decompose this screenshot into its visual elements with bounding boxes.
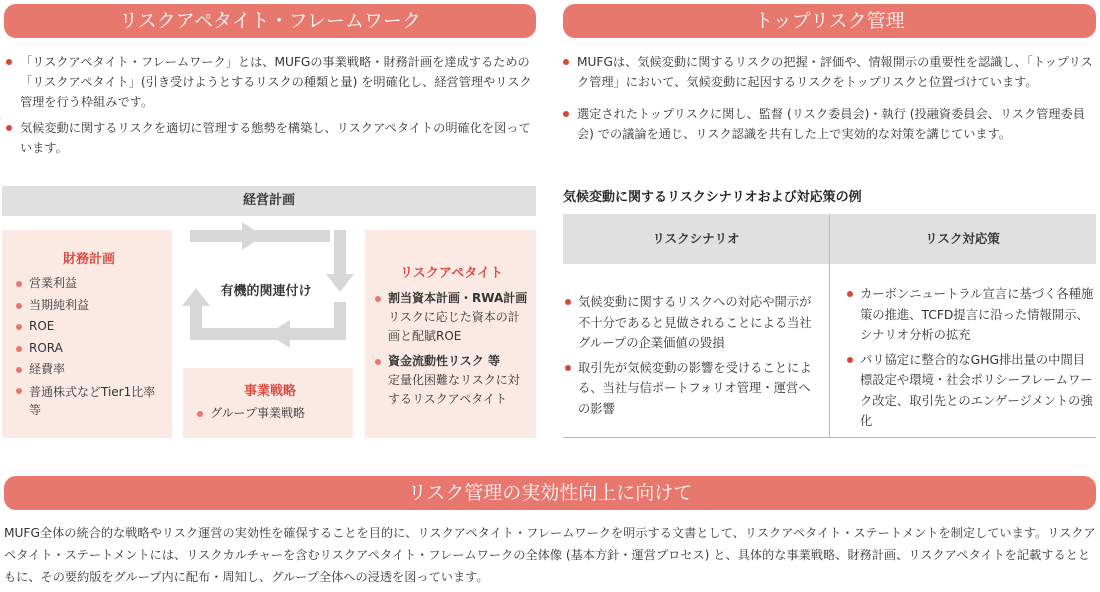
business-item xyxy=(197,403,343,425)
right-bullet-1 xyxy=(563,52,1096,92)
table-header-scenario: リスクシナリオ xyxy=(652,231,740,246)
arrow-right-bar xyxy=(334,230,346,276)
response-text: パリ協定に整合的なGHG排出量の中間目標設定や環境・社会ポリシーフレームワーク改定、取引先とのエンゲージメントの強化 xyxy=(860,352,1093,428)
business-panel xyxy=(183,368,353,438)
bullet-dot-icon xyxy=(375,359,381,365)
left-bullets xyxy=(6,52,536,158)
risk-item-body: 定量化困難なリスクに対するリスクアペタイト xyxy=(388,373,520,406)
right-section-title: トップリスク管理 xyxy=(563,4,1096,38)
diagram-header: 経営計画 xyxy=(2,186,536,216)
table-cell-responses xyxy=(847,284,1094,436)
table-divider xyxy=(829,214,830,438)
right-bullet-2-text: 選定されたトップリスクに関し、監督 (リスク委員会)・執行 (投融資委員会、リスク管理委員会) での議論を通じ、リスク認識を共有した上で実効的な対策を講じています。 xyxy=(577,107,1085,141)
bullet-dot-icon xyxy=(197,411,203,417)
right-bullet-2 xyxy=(563,104,1096,144)
response-text: カーボンニュートラル宣言に基づく各種施策の推進、TCFD提言に沿った情報開示、シナリオ分析の拡充 xyxy=(860,287,1094,342)
left-bullet-1 xyxy=(6,52,536,112)
business-title: 事業戦略 xyxy=(243,384,296,399)
scenario-item xyxy=(565,292,817,354)
finance-item xyxy=(16,381,162,419)
scenario-item xyxy=(565,358,817,420)
finance-item xyxy=(16,316,162,338)
arrow-left-head xyxy=(268,320,290,348)
finance-item xyxy=(16,338,162,360)
bullet-dot-icon xyxy=(847,291,853,297)
arrow-right-head xyxy=(242,222,264,250)
left-bullet-1-text: 「リスクアペタイト・フレームワーク」とは、MUFGの事業戦略・財務計画を達成するための「リスクアペタイト」(引き受けようとするリスクの種類と量) を明確化し、経営管理やリスク管理を行う枠組みです。 xyxy=(20,55,532,109)
bullet-dot-icon xyxy=(375,296,381,302)
bullet-dot-icon xyxy=(16,324,22,330)
finance-item-text: 普通株式などTier1比率等 xyxy=(29,384,156,417)
bullet-dot-icon xyxy=(6,59,12,65)
finance-panel xyxy=(2,230,172,438)
finance-item-text: 経費率 xyxy=(29,362,66,376)
business-item-text: グループ事業戦略 xyxy=(210,406,306,420)
right-bullet-1-text: MUFGは、気候変動に関するリスクの把握・評価や、情報開示の重要性を認識し、「トップリスク管理」において、気候変動に起因するリスクをトップリスクと位置づけています。 xyxy=(577,55,1093,89)
finance-item-text: RORA xyxy=(29,340,63,355)
bottom-paragraph: MUFG全体の統合的な戦略やリスク運営の実効性を確保することを目的に、リスクアペタイト・フレームワークを明示する文書として、リスクアペタイト・ステートメントを制定しています。リスクアペタイト・ステートメントには、リスクカルチャーを含むリスクアペタイト・フレームワークの全体像 (基本方針・運営プロセス) と、具体的な事業戦略、財務計画、リスクアペタイトを記載するとともに、その要約版をグループ内に配布・周知し、グループ全体への浸透を図っています。 xyxy=(4,526,1096,584)
arrow-bottom-right-bar xyxy=(334,302,346,340)
risk-appetite-panel xyxy=(365,230,536,438)
finance-item-text: 営業利益 xyxy=(29,276,78,290)
table-caption: 気候変動に関するリスクシナリオおよび対応策の例 xyxy=(563,190,862,205)
risk-appetite-item xyxy=(375,352,528,409)
bullet-dot-icon xyxy=(565,299,571,305)
finance-item xyxy=(16,359,162,381)
finance-item xyxy=(16,295,162,317)
finance-item-text: ROE xyxy=(29,319,55,333)
bullet-dot-icon xyxy=(847,357,853,363)
risk-appetite-item xyxy=(375,289,528,346)
bottom-section-title: リスク管理の実効性向上に向けて xyxy=(4,476,1096,510)
right-bullets xyxy=(563,52,1096,144)
bullet-dot-icon xyxy=(16,388,22,394)
scenario-text: 気候変動に関するリスクへの対応や開示が不十分であると見做されることによる当社グループの企業価値の毀損 xyxy=(578,295,812,350)
bullet-dot-icon xyxy=(563,111,569,117)
center-label: 有機的関連付け xyxy=(220,284,312,299)
finance-title: 財務計画 xyxy=(62,252,115,267)
finance-item xyxy=(16,273,162,295)
finance-item-text: 当期純利益 xyxy=(29,297,90,312)
risk-appetite-title: リスクアペタイト xyxy=(400,266,503,281)
left-section-title: リスクアペタイト・フレームワーク xyxy=(4,4,536,38)
table-header-response: リスク対応策 xyxy=(925,231,1000,246)
response-item xyxy=(847,350,1094,432)
risk-item-head: 資金流動性リスク 等 xyxy=(388,354,500,368)
bullet-dot-icon xyxy=(16,346,22,352)
scenario-text: 取引先が気候変動の影響を受けることによる、当社与信ポートフォリオ管理・運営への影響 xyxy=(578,360,812,416)
bullet-dot-icon xyxy=(16,281,22,287)
bullet-dot-icon xyxy=(6,125,12,131)
risk-item-body: リスクに応じた資本の計画と配賦ROE xyxy=(388,310,520,343)
bullet-dot-icon xyxy=(16,367,22,373)
bullet-dot-icon xyxy=(16,303,22,309)
left-bullet-2-text: 気候変動に関するリスクを適切に管理する態勢を構築し、リスクアペタイトの明確化を図っています。 xyxy=(20,121,531,155)
bullet-dot-icon xyxy=(563,59,569,65)
table-cell-scenarios xyxy=(565,292,817,423)
bullet-dot-icon xyxy=(565,365,571,371)
left-bullet-2 xyxy=(6,118,536,158)
response-item xyxy=(847,284,1094,346)
risk-item-head: 割当資本計画・RWA計画 xyxy=(388,291,528,305)
risk-table xyxy=(563,214,1096,438)
